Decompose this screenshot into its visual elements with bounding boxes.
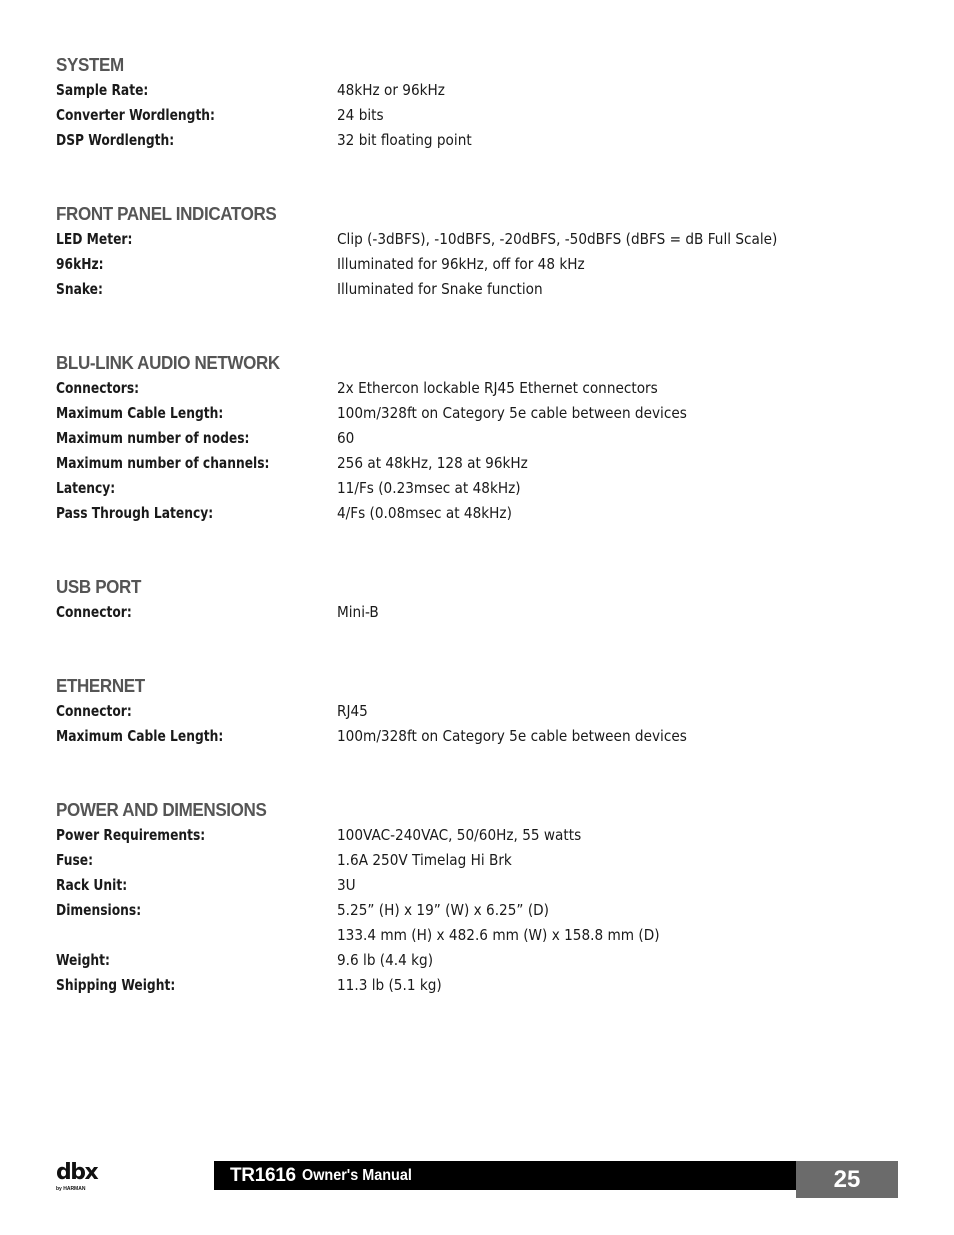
spec-value: 1.6A 250V Timelag Hi Brk bbox=[337, 851, 512, 869]
spec-row bbox=[56, 501, 906, 526]
spec-label: Fuse: bbox=[56, 851, 93, 869]
spec-label: Maximum Cable Length: bbox=[56, 404, 224, 422]
spec-value: Illuminated for Snake function bbox=[337, 280, 543, 298]
spec-label: Shipping Weight: bbox=[56, 976, 176, 994]
spec-value: Clip (-3dBFS), -10dBFS, -20dBFS, -50dBFS (dBFS = dB Full Scale) bbox=[337, 230, 778, 248]
spec-row bbox=[56, 128, 906, 153]
spec-label: DSP Wordlength: bbox=[56, 131, 175, 149]
section-title: ETHERNET bbox=[56, 675, 145, 696]
spec-label: LED Meter: bbox=[56, 230, 133, 248]
spec-label: Connector: bbox=[56, 603, 132, 621]
spec-row bbox=[56, 973, 906, 998]
spec-row bbox=[56, 923, 906, 948]
spec-section bbox=[56, 673, 906, 749]
spec-value: Illuminated for 96kHz, off for 48 kHz bbox=[337, 255, 585, 273]
spec-value: 100m/328ft on Category 5e cable between devices bbox=[337, 727, 687, 745]
spec-row bbox=[56, 948, 906, 973]
spec-label: Pass Through Latency: bbox=[56, 504, 214, 522]
spec-value: 11/Fs (0.23msec at 48kHz) bbox=[337, 479, 521, 497]
spec-label: Maximum number of channels: bbox=[56, 454, 270, 472]
spec-row bbox=[56, 476, 906, 501]
section-title: FRONT PANEL INDICATORS bbox=[56, 203, 277, 224]
spec-row bbox=[56, 699, 906, 724]
spec-row bbox=[56, 600, 906, 625]
section-title: BLU-LINK AUDIO NETWORK bbox=[56, 352, 280, 373]
spec-content bbox=[56, 52, 906, 1046]
spec-row bbox=[56, 227, 906, 252]
spec-row bbox=[56, 724, 906, 749]
footer-title-bar bbox=[214, 1161, 796, 1190]
spec-value: 2x Ethercon lockable RJ45 Ethernet connectors bbox=[337, 379, 658, 397]
spec-section bbox=[56, 350, 906, 526]
spec-value: 3U bbox=[337, 876, 356, 894]
spec-row bbox=[56, 252, 906, 277]
spec-section bbox=[56, 52, 906, 153]
spec-value: 100m/328ft on Category 5e cable between devices bbox=[337, 404, 687, 422]
spec-label bbox=[56, 923, 303, 948]
spec-label: Power Requirements: bbox=[56, 826, 206, 844]
section-title: SYSTEM bbox=[56, 54, 124, 75]
section-title: POWER AND DIMENSIONS bbox=[56, 799, 267, 820]
spec-label: 96kHz: bbox=[56, 255, 104, 273]
spec-section bbox=[56, 574, 906, 625]
spec-row bbox=[56, 823, 906, 848]
spec-value: 133.4 mm (H) x 482.6 mm (W) x 158.8 mm (D) bbox=[337, 926, 660, 944]
footer-manual-label: Owner's Manual bbox=[301, 1166, 412, 1184]
spec-section bbox=[56, 201, 906, 302]
spec-label: Sample Rate: bbox=[56, 81, 149, 99]
spec-row bbox=[56, 426, 906, 451]
section-title: USB PORT bbox=[56, 576, 141, 597]
spec-value: 60 bbox=[337, 429, 355, 447]
spec-value: 9.6 lb (4.4 kg) bbox=[337, 951, 434, 969]
page-number: 25 bbox=[796, 1161, 898, 1198]
spec-label: Converter Wordlength: bbox=[56, 106, 215, 124]
spec-value: 256 at 48kHz, 128 at 96kHz bbox=[337, 454, 528, 472]
spec-row bbox=[56, 376, 906, 401]
spec-row bbox=[56, 873, 906, 898]
spec-label: Connector: bbox=[56, 702, 132, 720]
spec-label: Rack Unit: bbox=[56, 876, 128, 894]
spec-value: RJ45 bbox=[337, 702, 368, 720]
spec-value: 11.3 lb (5.1 kg) bbox=[337, 976, 442, 994]
spec-label: Latency: bbox=[56, 479, 116, 497]
spec-label: Dimensions: bbox=[56, 901, 142, 919]
spec-row bbox=[56, 401, 906, 426]
spec-row bbox=[56, 277, 906, 302]
logo-text: dbx bbox=[56, 1160, 98, 1185]
dbx-logo bbox=[56, 1162, 106, 1196]
logo-subtext: by HARMAN bbox=[56, 1186, 86, 1192]
spec-value: 5.25” (H) x 19” (W) x 6.25” (D) bbox=[337, 901, 549, 919]
spec-label: Maximum number of nodes: bbox=[56, 429, 250, 447]
spec-value: 100VAC-240VAC, 50/60Hz, 55 watts bbox=[337, 826, 582, 844]
spec-value: 32 bit floating point bbox=[337, 131, 472, 149]
spec-value: 24 bits bbox=[337, 106, 384, 124]
spec-row bbox=[56, 451, 906, 476]
spec-row bbox=[56, 848, 906, 873]
spec-value: 4/Fs (0.08msec at 48kHz) bbox=[337, 504, 512, 522]
spec-row bbox=[56, 103, 906, 128]
spec-label: Snake: bbox=[56, 280, 103, 298]
spec-label: Maximum Cable Length: bbox=[56, 727, 224, 745]
spec-value: Mini-B bbox=[337, 603, 379, 621]
spec-row bbox=[56, 78, 906, 103]
spec-row bbox=[56, 898, 906, 923]
spec-section bbox=[56, 797, 906, 998]
spec-label: Weight: bbox=[56, 951, 110, 969]
footer-model: TR1616 bbox=[230, 1164, 296, 1186]
spec-value: 48kHz or 96kHz bbox=[337, 81, 445, 99]
spec-label: Connectors: bbox=[56, 379, 140, 397]
